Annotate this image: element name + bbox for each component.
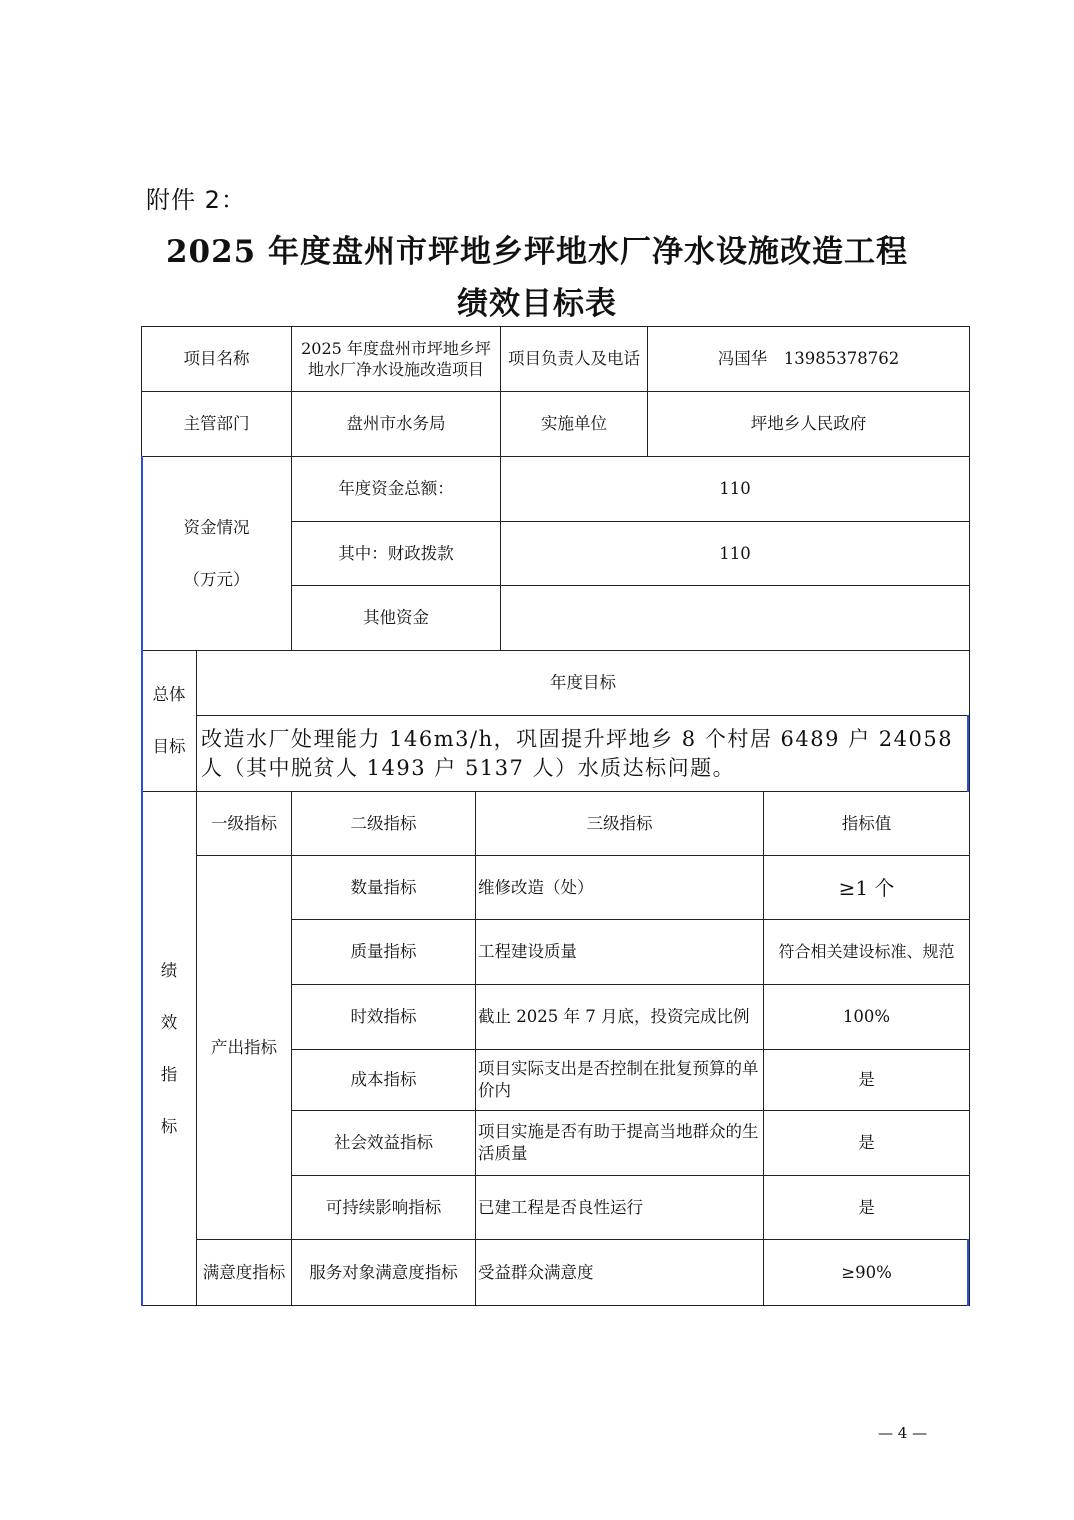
impl-value: 坪地乡人民政府: [647, 391, 970, 457]
right-edge-accent-bottom: [967, 1239, 969, 1306]
row-value: 是: [763, 1110, 970, 1176]
output-indicators-label: 产出指标: [196, 855, 292, 1240]
other-funds-label: 其他资金: [291, 585, 501, 651]
annual-total-value: 110: [500, 456, 970, 522]
row-level3: 项目实际支出是否控制在批复预算的单价内: [475, 1049, 764, 1111]
attachment-label: 附件 2：: [146, 186, 246, 214]
annual-goal-header: 年度目标: [196, 650, 970, 716]
annual-goal-text: 改造水厂处理能力 146m3/h，巩固提升坪地乡 8 个村居 6489 户 24058 人（其中脱贫人 1493 户 5137 人）水质达标问题。: [196, 715, 970, 792]
other-funds-value: [500, 585, 970, 651]
fiscal-value: 110: [500, 521, 970, 586]
row-value: ≥90%: [763, 1239, 970, 1306]
annual-total-label: 年度资金总额：: [291, 456, 501, 522]
overall-goal-label-top: 总体: [152, 685, 186, 704]
row-value: 是: [763, 1175, 970, 1240]
dept-label: 主管部门: [141, 391, 292, 457]
row-level2: 数量指标: [291, 855, 476, 920]
perf-char-2: 效: [160, 1012, 178, 1032]
right-edge-accent-goal: [967, 715, 969, 792]
document-subtitle: 绩效目标表: [457, 286, 617, 322]
project-name-value: [291, 326, 501, 392]
header-value: 指标值: [763, 791, 970, 856]
row-level2: 质量指标: [291, 919, 476, 985]
perf-char-4: 标: [160, 1116, 178, 1136]
performance-indicators-label: [141, 791, 197, 1306]
row-value: ≥1 个: [763, 855, 970, 920]
row-value: 符合相关建设标准、规范: [763, 919, 970, 985]
row-level3: 工程建设质量: [475, 919, 764, 985]
project-name-line2: 地水厂净水设施改造项目: [307, 360, 484, 379]
funds-label: [141, 456, 292, 651]
header-level2: 二级指标: [291, 791, 476, 856]
row-level2: 成本指标: [291, 1049, 476, 1111]
leader-label: 项目负责人及电话: [500, 326, 648, 392]
document-title: 2025 年度盘州市坪地乡坪地水厂净水设施改造工程: [165, 234, 909, 270]
project-name-label: 项目名称: [141, 326, 292, 392]
row-level2: 时效指标: [291, 984, 476, 1050]
satisfaction-indicators-label: 满意度指标: [196, 1239, 292, 1306]
row-level3: 维修改造（处）: [475, 855, 764, 920]
leader-value: 冯国华 13985378762: [647, 326, 970, 392]
dept-value: 盘州市水务局: [291, 391, 501, 457]
overall-goal-label: [141, 650, 197, 792]
funds-label-text: 资金情况: [183, 517, 250, 537]
row-level3: 已建工程是否良性运行: [475, 1175, 764, 1240]
header-level3: 三级指标: [475, 791, 764, 856]
row-value: 100%: [763, 984, 970, 1050]
fiscal-label: 其中：财政拨款: [291, 521, 501, 586]
left-edge-accent: [141, 456, 143, 1306]
row-level3: 截止 2025 年 7 月底，投资完成比例: [475, 984, 764, 1050]
impl-label: 实施单位: [500, 391, 648, 457]
perf-char-1: 绩: [160, 960, 178, 980]
row-level2: 社会效益指标: [291, 1110, 476, 1176]
perf-char-3: 指: [160, 1064, 178, 1084]
row-level2: 可持续影响指标: [291, 1175, 476, 1240]
row-level3: 项目实施是否有助于提高当地群众的生活质量: [475, 1110, 764, 1176]
funds-unit: （万元）: [183, 569, 250, 589]
row-level2: 服务对象满意度指标: [291, 1239, 476, 1306]
header-level1: 一级指标: [196, 791, 292, 856]
overall-goal-label-bottom: 目标: [152, 737, 186, 756]
project-name-line1: 2025 年度盘州市坪地乡坪: [301, 339, 491, 358]
row-level3: 受益群众满意度: [475, 1239, 764, 1306]
page-number: — 4 —: [878, 1424, 928, 1442]
row-value: 是: [763, 1049, 970, 1111]
